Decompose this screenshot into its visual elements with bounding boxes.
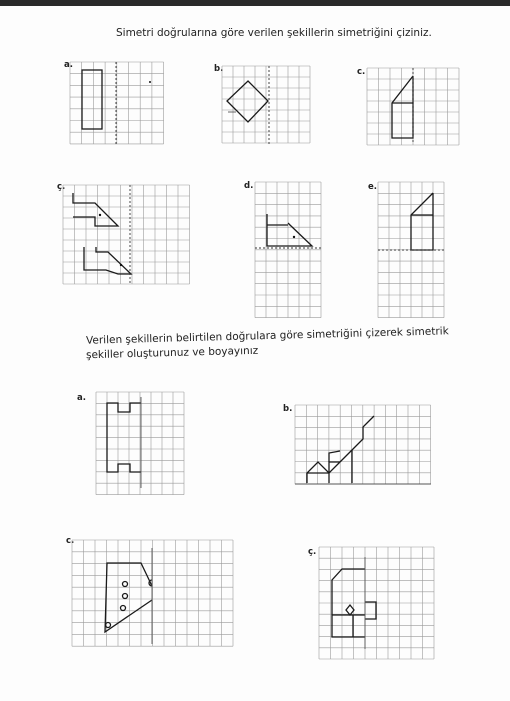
figure-2b xyxy=(295,405,431,485)
label-2a: a. xyxy=(77,393,86,403)
label-1e: e. xyxy=(368,182,377,192)
label-2b: b. xyxy=(283,404,293,414)
label-2c-cedilla: ç. xyxy=(308,547,317,557)
label-1b: b. xyxy=(214,64,224,74)
label-1c: c. xyxy=(357,67,366,77)
figure-1b xyxy=(222,66,312,146)
figure-1c xyxy=(367,68,459,144)
section1-title: Simetri doğrularına göre verilen şekillerin simetriğini çiziniz. xyxy=(116,27,432,39)
figure-1c-cedilla xyxy=(63,185,193,285)
figure-2a xyxy=(96,392,186,496)
figure-1e xyxy=(378,182,444,318)
label-1c-cedilla: ç. xyxy=(57,182,66,192)
section2-title-line2: şekiller oluşturunuz ve boyayınız xyxy=(85,344,259,362)
label-2c: c. xyxy=(66,536,75,546)
figure-2c-cedilla xyxy=(319,547,435,659)
label-1d: d. xyxy=(244,181,254,191)
figure-2c xyxy=(72,540,234,648)
figure-1d xyxy=(255,182,321,318)
scan-top-edge xyxy=(0,0,510,6)
figure-1a xyxy=(70,62,166,144)
section2-title-line1: Verilen şekillerin belirtilen doğrulara göre simetriğini çizerek simetrik xyxy=(85,325,449,347)
label-1a: a. xyxy=(64,60,73,70)
